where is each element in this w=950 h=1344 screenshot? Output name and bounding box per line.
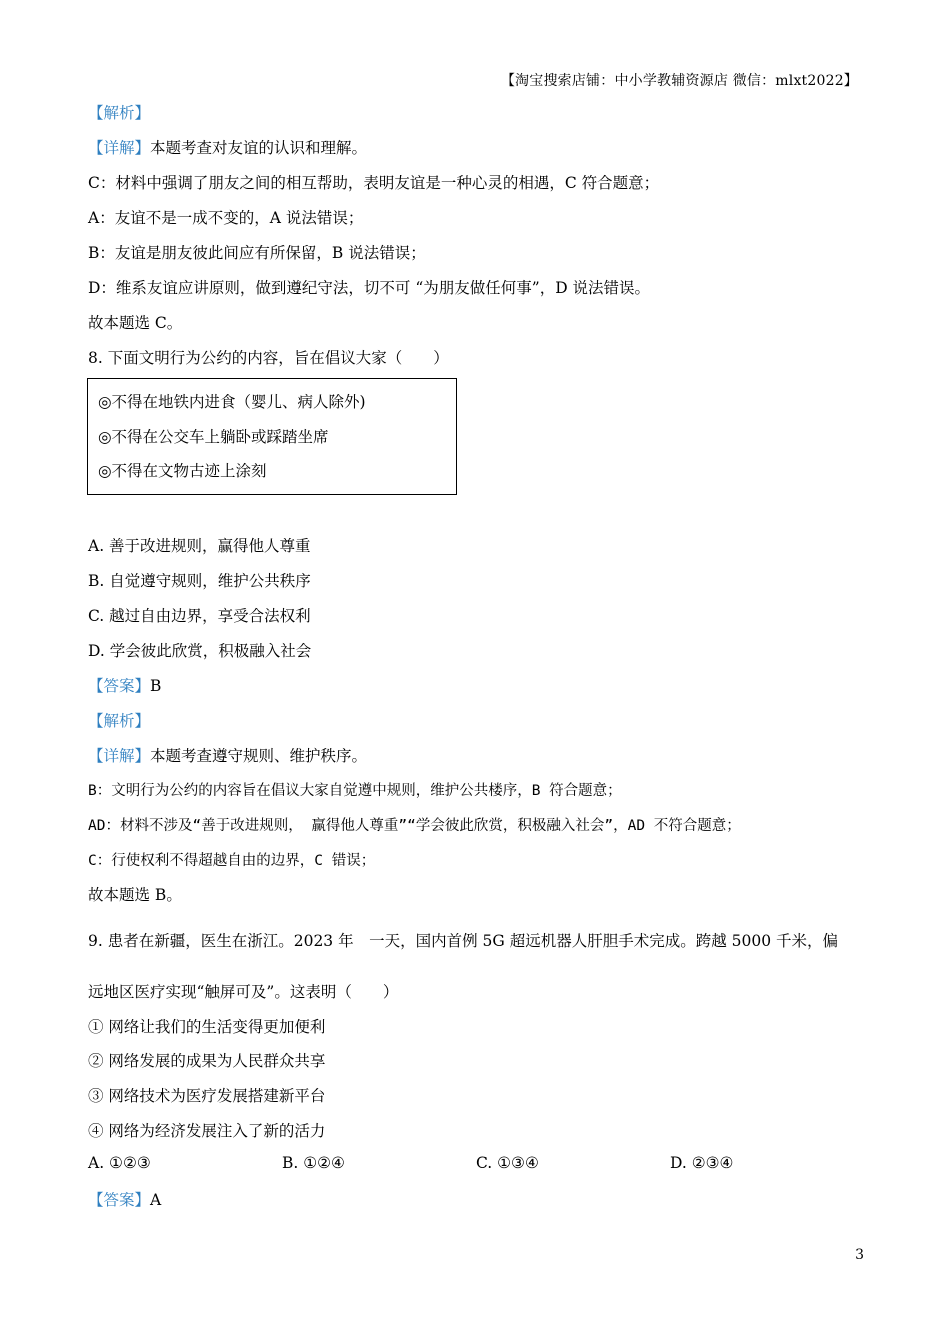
convention-item: ◎不得在文物古迹上涂刻 <box>98 462 267 480</box>
detail-line <box>88 746 367 766</box>
answer-value: B <box>150 677 162 695</box>
option-b: B. 自觉遵守规则，维护公共秩序 <box>88 572 311 590</box>
explanation-line: B：文明行为公约的内容旨在倡议大家自觉遵中规则，维护公共楼序，B 符合题意； <box>88 783 622 799</box>
option-d: D. 学会彼此欣赏，积极融入社会 <box>88 642 312 660</box>
page-header: 【淘宝搜索店铺：中小学教辅资源店 微信：mlxt2022】 <box>500 73 858 89</box>
statement-4: ④ 网络为经济发展注入了新的活力 <box>88 1122 326 1140</box>
answer-value: A <box>150 1191 162 1209</box>
analysis-tag: 【解析】 <box>88 104 151 122</box>
detail-text: 本题考查对友谊的认识和理解。 <box>150 139 368 157</box>
answer-tag: 【答案】 <box>88 677 151 695</box>
answer-line <box>88 1190 161 1210</box>
option-b: B. ①②④ <box>282 1154 345 1172</box>
question-9-line-2: 远地区医疗实现“触屏可及”。这表明（ ） <box>88 983 399 1001</box>
detail-line <box>88 138 367 158</box>
explanation-line: AD：材料不涉及“善于改进规则， 赢得他人尊重”“学会彼此欣赏，积极融入社会”，AD 不符合题意； <box>88 818 741 834</box>
option-a: A. ①②③ <box>88 1154 151 1172</box>
option-a: A. 善于改进规则，赢得他人尊重 <box>88 537 311 555</box>
page-number: 3 <box>855 1247 864 1263</box>
explanation-line: B：友谊是朋友彼此间应有所保留，B 说法错误； <box>88 244 426 262</box>
question-8: 8. 下面文明行为公约的内容，旨在倡议大家（ ） <box>88 349 449 367</box>
convention-item: ◎不得在地铁内进食（婴儿、病人除外) <box>98 393 366 411</box>
detail-tag: 【详解】 <box>88 139 151 157</box>
explanation-line: D：维系友谊应讲原则，做到遵纪守法，切不可 “为朋友做任何事”，D 说法错误。 <box>88 279 651 297</box>
explanation-line: C：材料中强调了朋友之间的相互帮助，表明友谊是一种心灵的相遇，C 符合题意； <box>88 174 660 192</box>
conclusion-line: 故本题选 C。 <box>88 314 183 332</box>
analysis-tag: 【解析】 <box>88 712 151 730</box>
explanation-line: C：行使权利不得超越自由的边界，C 错误； <box>88 853 376 869</box>
convention-item: ◎不得在公交车上躺卧或踩踏坐席 <box>98 428 329 446</box>
option-c: C. 越过自由边界，享受合法权利 <box>88 607 311 625</box>
detail-text: 本题考查遵守规则、维护秩序。 <box>150 747 368 765</box>
question-9-line-1: 9. 患者在新疆，医生在浙江。2023 年 一天，国内首例 5G 超远机器人肝胆手术完成。跨越 5000 千米，偏 <box>88 932 838 950</box>
statement-1: ① 网络让我们的生活变得更加便利 <box>88 1018 326 1036</box>
statement-3: ③ 网络技术为医疗发展搭建新平台 <box>88 1087 326 1105</box>
answer-line <box>88 676 161 696</box>
conclusion-line: 故本题选 B。 <box>88 886 182 904</box>
statement-2: ② 网络发展的成果为人民群众共享 <box>88 1052 326 1070</box>
option-d: D. ②③④ <box>670 1154 734 1172</box>
explanation-line: A：友谊不是一成不变的，A 说法错误； <box>88 209 364 227</box>
convention-box <box>87 378 457 495</box>
answer-tag: 【答案】 <box>88 1191 151 1209</box>
detail-tag: 【详解】 <box>88 747 151 765</box>
option-c: C. ①③④ <box>476 1154 539 1172</box>
